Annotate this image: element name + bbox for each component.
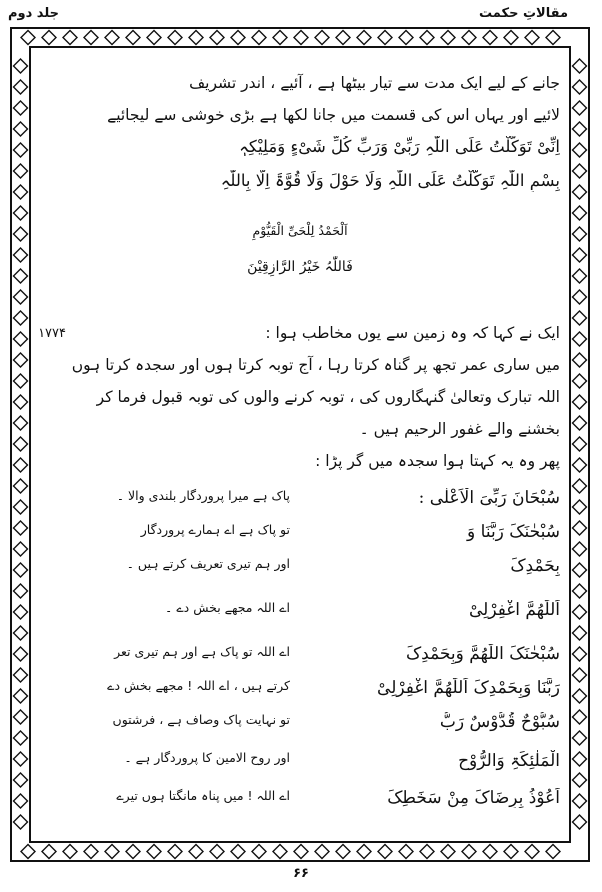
border-diamond: [14, 227, 28, 241]
border-diamond: [294, 31, 308, 45]
supplication-row: [40, 678, 560, 708]
border-diamond: [14, 500, 28, 514]
arabic-phrase: اَلْحَمْدُ لِلْحَیِّ الْقَیُّوْمِ: [252, 223, 348, 238]
arabic-text: بِحَمْدِکَ: [510, 556, 560, 576]
border-diamond: [14, 311, 28, 325]
border-diamond: [573, 164, 587, 178]
border-diamond: [189, 31, 203, 45]
border-diamond: [573, 815, 587, 829]
border-diamond: [14, 437, 28, 451]
border-diamond: [573, 374, 587, 388]
translation-text: تو پاک ہے اے ہمارے پروردگار: [140, 522, 290, 537]
arabic-text: الْمَلٰئِکَۃِ وَالرُّوْحِ: [458, 751, 560, 771]
border-diamond: [573, 731, 587, 745]
border-diamond: [573, 311, 587, 325]
arabic-text: سُبْحٰنَکَ رَبَّنَا وَ: [467, 522, 560, 542]
book-title: مقالاتِ حکمت: [479, 6, 568, 21]
border-diamond: [357, 31, 371, 45]
border-diamond: [573, 794, 587, 808]
border-diamond: [105, 31, 119, 45]
page-number: ۶۶: [293, 866, 309, 881]
border-diamond: [14, 479, 28, 493]
border-diamond: [14, 395, 28, 409]
translation-text: اے اللہ مجھے بخش دے ۔: [165, 600, 290, 615]
supplication-row: [40, 522, 560, 552]
border-diamond: [573, 458, 587, 472]
border-diamond: [14, 248, 28, 262]
border-diamond: [573, 59, 587, 73]
border-diamond: [573, 269, 587, 283]
arabic-text: اَعُوْذُ بِرِضَاکَ مِنْ سَخَطِکَ: [387, 788, 560, 808]
border-diamond: [14, 752, 28, 766]
border-diamond: [168, 31, 182, 45]
arabic-text: اَللّٰھُمَّ اغْفِرْلِیْ: [468, 600, 560, 620]
border-diamond: [14, 59, 28, 73]
text-line: میں ساری عمر تجھ پر گناہ کرتا رہا ، آج توبہ کرتا ہوں اور سجدہ کرتا ہوں: [71, 356, 560, 374]
supplication-row: [40, 644, 560, 674]
supplication-row: [40, 556, 560, 586]
border-diamond: [14, 710, 28, 724]
border-diamond: [573, 710, 587, 724]
border-diamond: [573, 122, 587, 136]
border-diamond: [14, 269, 28, 283]
border-diamond: [336, 31, 350, 45]
border-diamond: [573, 248, 587, 262]
border-diamond: [14, 143, 28, 157]
border-diamond: [42, 31, 56, 45]
border-diamond: [573, 773, 587, 787]
border-diamond: [21, 845, 35, 859]
border-diamond: [573, 647, 587, 661]
border-diamond: [573, 542, 587, 556]
border-diamond: [14, 290, 28, 304]
border-diamond: [14, 458, 28, 472]
text-line: جانے کے لیے ایک مدت سے تیار بیٹھا ہے ، آئیے ، اندر تشریف: [189, 74, 560, 92]
supplication-row: [40, 712, 560, 742]
supplication-row: [40, 750, 560, 780]
border-diamond: [462, 31, 476, 45]
border-diamond: [14, 731, 28, 745]
border-diamond: [573, 206, 587, 220]
border-diamond: [573, 500, 587, 514]
border-diamond: [63, 31, 77, 45]
border-diamond: [14, 689, 28, 703]
arabic-phrase: فَاللّٰہُ خَیْرُ الرَّازِقِیْنَ: [247, 259, 353, 275]
border-diamond: [573, 80, 587, 94]
translation-text: کرتے ہیں ، اے اللہ ! مجھے بخش دے: [107, 678, 290, 693]
border-diamond: [14, 815, 28, 829]
border-diamond: [573, 521, 587, 535]
border-diamond: [14, 164, 28, 178]
border-diamond: [420, 31, 434, 45]
border-diamond: [14, 80, 28, 94]
entry-heading: ایک نے کہا کہ وہ زمین سے یوں مخاطب ہوا :: [265, 324, 560, 342]
translation-text: اے اللہ تو پاک ہے اور ہم تیری تعر: [114, 644, 290, 659]
arabic-text: سُبُّوْحٌ قُدُّوْسٌ رَبُّ: [439, 712, 560, 732]
border-diamond: [147, 31, 161, 45]
border-diamond: [14, 542, 28, 556]
border-diamond: [14, 416, 28, 430]
translation-text: اے اللہ ! میں پناہ مانگتا ہوں تیرے: [116, 788, 290, 803]
translation-text: اور ہم تیری تعریف کرتے ہیں ۔: [126, 556, 290, 571]
volume-label: جلد دوم: [8, 6, 59, 21]
border-diamond: [573, 584, 587, 598]
border-diamond: [504, 31, 518, 45]
border-diamond: [573, 437, 587, 451]
border-diamond: [573, 416, 587, 430]
border-diamond: [21, 31, 35, 45]
border-diamond: [546, 31, 560, 45]
border-diamond: [573, 563, 587, 577]
arabic-line: بِسْمِ اللّٰہِ تَوَکَّلْتُ عَلَی اللّٰہِ وَلَا حَوْلَ وَلَا قُوَّۃَ اِلَّا بِاللّٰہِ: [220, 171, 560, 190]
text-line: اللہ تبارک وتعالیٰ گنہگاروں کی ، توبہ کرنے والوں کی توبہ قبول فرما کر: [96, 388, 560, 406]
translation-text: تو نہایت پاک وصاف ہے ، فرشتوں: [112, 712, 290, 727]
border-diamond: [14, 563, 28, 577]
border-diamond: [14, 332, 28, 346]
border-diamond: [573, 332, 587, 346]
border-diamond: [483, 31, 497, 45]
supplication-row: [40, 788, 560, 818]
border-diamond: [14, 668, 28, 682]
border-diamond: [14, 122, 28, 136]
border-diamond: [378, 31, 392, 45]
border-diamond: [252, 31, 266, 45]
border-diamond: [573, 752, 587, 766]
border-diamond: [14, 794, 28, 808]
border-diamond: [441, 31, 455, 45]
border-diamond: [315, 31, 329, 45]
entry-number: ۱۷۷۴: [38, 326, 66, 341]
border-diamond: [14, 521, 28, 535]
border-diamond: [14, 353, 28, 367]
arabic-line: اِنِّیْ تَوَکَّلْتُ عَلَی اللّٰہِ رَبِّیْ وَرَبِّ کُلِّ شَیْءٍ وَمَلِیْکِہٖ: [239, 137, 560, 156]
border-diamond: [399, 31, 413, 45]
text-line: بخشنے والے غفور الرحیم ہیں ۔: [359, 420, 560, 438]
border-diamond: [573, 689, 587, 703]
border-diamond: [14, 101, 28, 115]
border-diamond: [14, 647, 28, 661]
text-line: پھر وہ یہ کہتا ہوا سجدہ میں گر پڑا :: [315, 452, 560, 470]
border-diamond: [14, 773, 28, 787]
border-diamond: [573, 479, 587, 493]
translation-text: اور روح الامین کا پروردگار ہے ۔: [124, 750, 290, 765]
border-diamond: [573, 185, 587, 199]
border-diamond: [14, 185, 28, 199]
text-line: لائیے اور یہاں اس کی قسمت میں جانا لکھا ہے بڑی خوشی سے لیجائیے: [107, 106, 560, 124]
page-content: [40, 60, 560, 850]
border-diamond: [525, 31, 539, 45]
border-diamond: [14, 206, 28, 220]
border-diamond: [573, 626, 587, 640]
arabic-text: رَبَّنَا وَبِحَمْدِکَ اَللّٰھُمَّ اغْفِرْلِیْ: [377, 678, 560, 698]
border-diamond: [573, 605, 587, 619]
translation-text: پاک ہے میرا پروردگار بلندی والا ۔: [116, 488, 290, 503]
supplication-row: [40, 488, 560, 518]
border-diamond: [231, 31, 245, 45]
border-diamond: [573, 290, 587, 304]
border-diamond: [210, 31, 224, 45]
border-diamond: [14, 626, 28, 640]
arabic-text: سُبْحٰنَکَ اللّٰھُمَّ وَبِحَمْدِکَ: [405, 644, 560, 664]
arabic-text: سُبْحَانَ رَبِّیَ الْاَعْلٰی :: [418, 488, 560, 508]
border-diamond: [573, 101, 587, 115]
border-diamond: [84, 31, 98, 45]
border-diamond: [273, 31, 287, 45]
border-diamond: [14, 605, 28, 619]
border-diamond: [573, 227, 587, 241]
border-diamond: [14, 374, 28, 388]
supplication-row: [40, 600, 560, 630]
border-diamond: [573, 668, 587, 682]
border-diamond: [573, 143, 587, 157]
border-diamond: [14, 584, 28, 598]
border-diamond: [573, 395, 587, 409]
border-diamond: [126, 31, 140, 45]
border-diamond: [573, 353, 587, 367]
